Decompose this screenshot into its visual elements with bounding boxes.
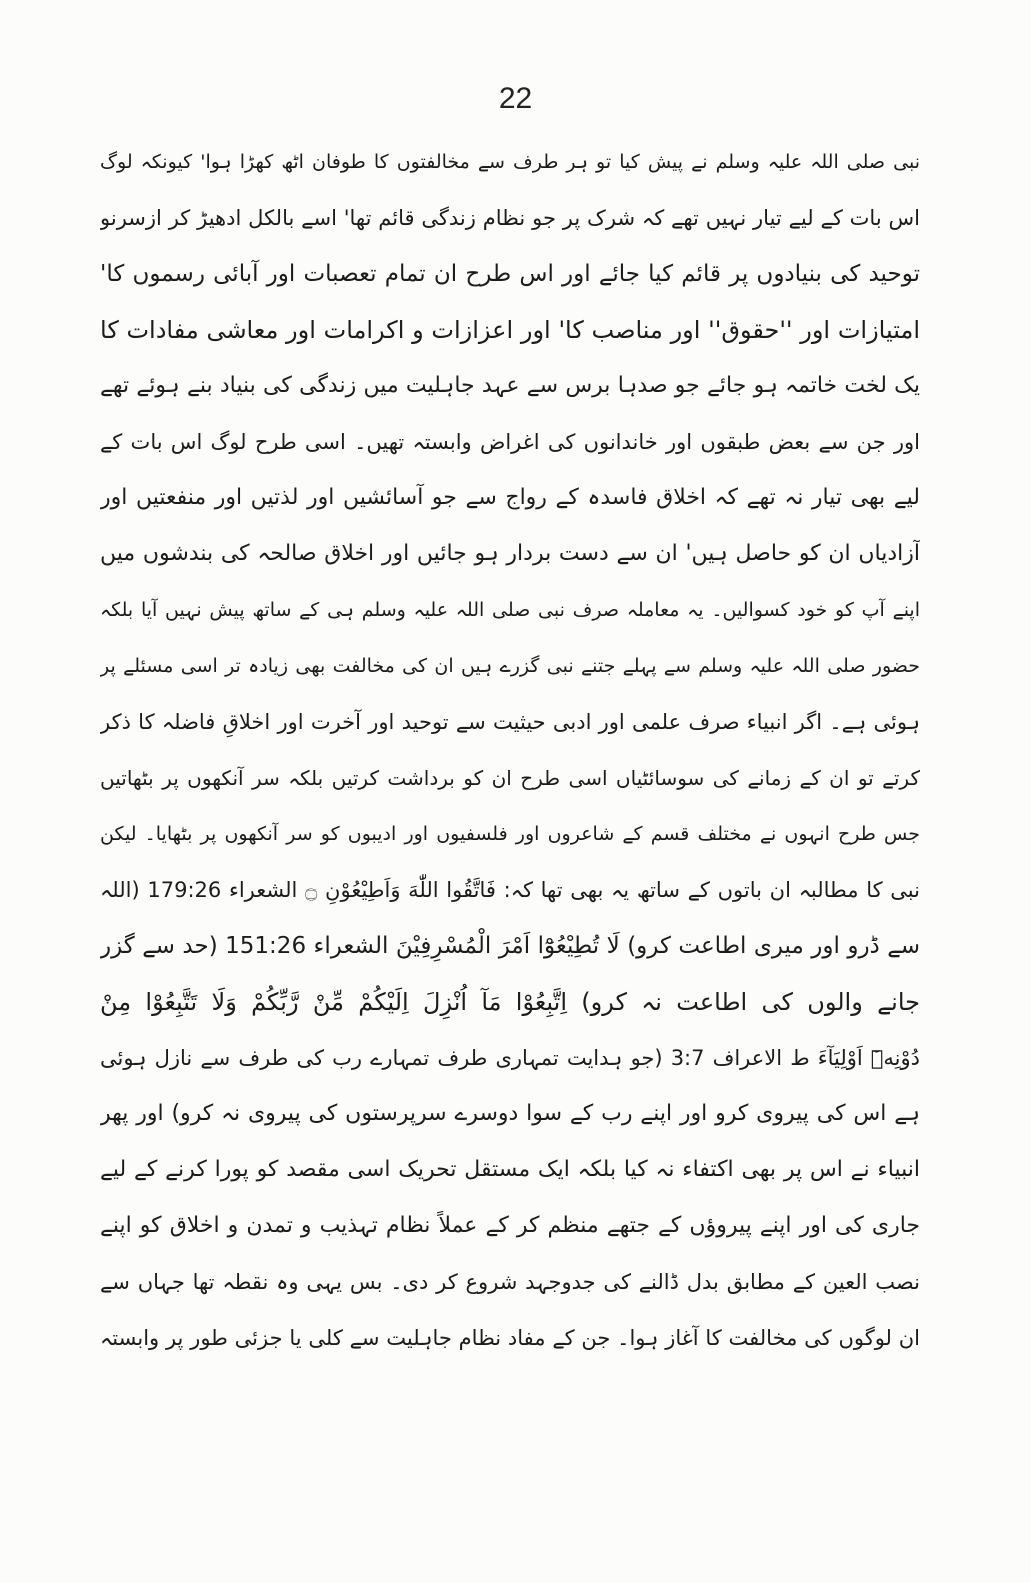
text-line: آزادیاں ان کو حاصل ہیں' ان سے دست بردار ہو جائیں اور اخلاق صالحہ کی بندشوں میں [100,541,920,566]
text-line: اس بات کے لیے تیار نہیں تھے کہ شرک پر جو نظام زندگی قائم تھا' اسے بالکل ادھیڑ کر ازسرنو [100,206,920,230]
text-line: حضور صلی اللہ علیہ وسلم سے پہلے جتنے نبی گزرے ہیں ان کی مخالفت بھی زیادہ تر اسی مسئلے پر [100,655,920,677]
text-line: جانے والوں کی اطاعت نہ کرو) اِتَّبِعُوْا مَآ اُنْزِلَ اِلَیْکُمْ مِّنْ رَّبِّکُمْ وَلَا تَتَّبِعُوْا مِنْ [100,988,920,1016]
page-number: 22 [498,82,533,115]
text-line: ان لوگوں کی مخالفت کا آغاز ہوا۔ جن کے مفاد نظام جاہلیت سے کلی یا جزئی طور پر وابستہ [100,1326,920,1350]
text-line: دُوْنِهٖٓ اَوْلِیَآءَ ط الاعراف 3:7 (جو ہدایت تمہاری طرف تمہارے رب کی طرف سے نازل ہوئی [100,1046,920,1070]
text-line: اور جن سے بعض طبقوں اور خاندانوں کی اغراض وابستہ تھیں۔ اسی طرح لوگ اس بات کے [100,430,920,454]
text-line: نبی کا مطالبہ ان باتوں کے ساتھ یہ بھی تھا کہ: فَاتَّقُوا اللّٰهَ وَاَطِیْعُوْنِ ۝ الشعراء 179:26 (اللہ [100,878,920,902]
text-line: جس طرح انہوں نے مختلف قسم کے شاعروں اور فلسفیوں اور ادیبوں کو سر آنکھوں پر بٹھایا۔ لیکن [100,823,920,845]
text-line: امتیازات اور ''حقوق'' اور مناصب کا' اور اعزازات و اکرامات اور معاشی مفادات کا [100,316,920,344]
body-text [100,134,920,1366]
text-line: لیے بھی تیار نہ تھے کہ اخلاق فاسدہ کے رواج سے جو آسائشیں اور لذتیں اور منفعتیں اور [100,485,920,510]
text-line: سے ڈرو اور میری اطاعت کرو) لَا تُطِیْعُوْٓا اَمْرَ الْمُسْرِفِیْنَ الشعراء 151:26 (حد سے گزر [100,933,920,959]
text-line: توحید کی بنیادوں پر قائم کیا جائے اور اس طرح ان تمام تعصبات اور آبائی رسموں کا' [100,261,920,287]
text-line: نصب العین کے مطابق بدل ڈالنے کی جدوجہد شروع کر دی۔ بس یہی وہ نقطہ تھا جہاں سے [100,1270,920,1294]
text-line: یک لخت خاتمہ ہو جائے جو صدہا برس سے عہد جاہلیت میں زندگی کی بنیاد بنے ہوئے تھے [100,373,920,398]
text-line: جاری کی اور اپنے پیروؤں کے جتھے منظم کر کے عملاً نظام تہذیب و تمدن و اخلاق کو اپنے [100,1213,920,1238]
text-line: کرتے تو ان کے زمانے کی سوسائٹیاں اسی طرح ان کو برداشت کرتیں بلکہ سر آنکھوں پر بٹھاتیں [100,766,920,790]
text-line: انبیاء نے اس پر بھی اکتفاء نہ کیا بلکہ ایک مستقل تحریک اسی مقصد کو پورا کرنے کے لیے [100,1157,920,1182]
text-line: ہے اس کی پیروی کرو اور اپنے رب کے سوا دوسرے سرپرستوں کی پیروی نہ کرو) اور پھر [100,1101,920,1126]
text-line: نبی صلی اللہ علیہ وسلم نے پیش کیا تو ہر طرف سے مخالفتوں کا طوفان اٹھ کھڑا ہوا' کیونکہ لوگ [100,151,920,173]
text-line: اپنے آپ کو خود کسوالیں۔ یہ معاملہ صرف نبی صلی اللہ علیہ وسلم ہی کے ساتھ پیش نہیں آیا بلکہ [100,599,920,621]
text-line: ہوئی ہے۔ اگر انبیاء صرف علمی اور ادبی حیثیت سے توحید اور آخرت اور اخلاقِ فاضلہ کا ذکر [100,710,920,734]
